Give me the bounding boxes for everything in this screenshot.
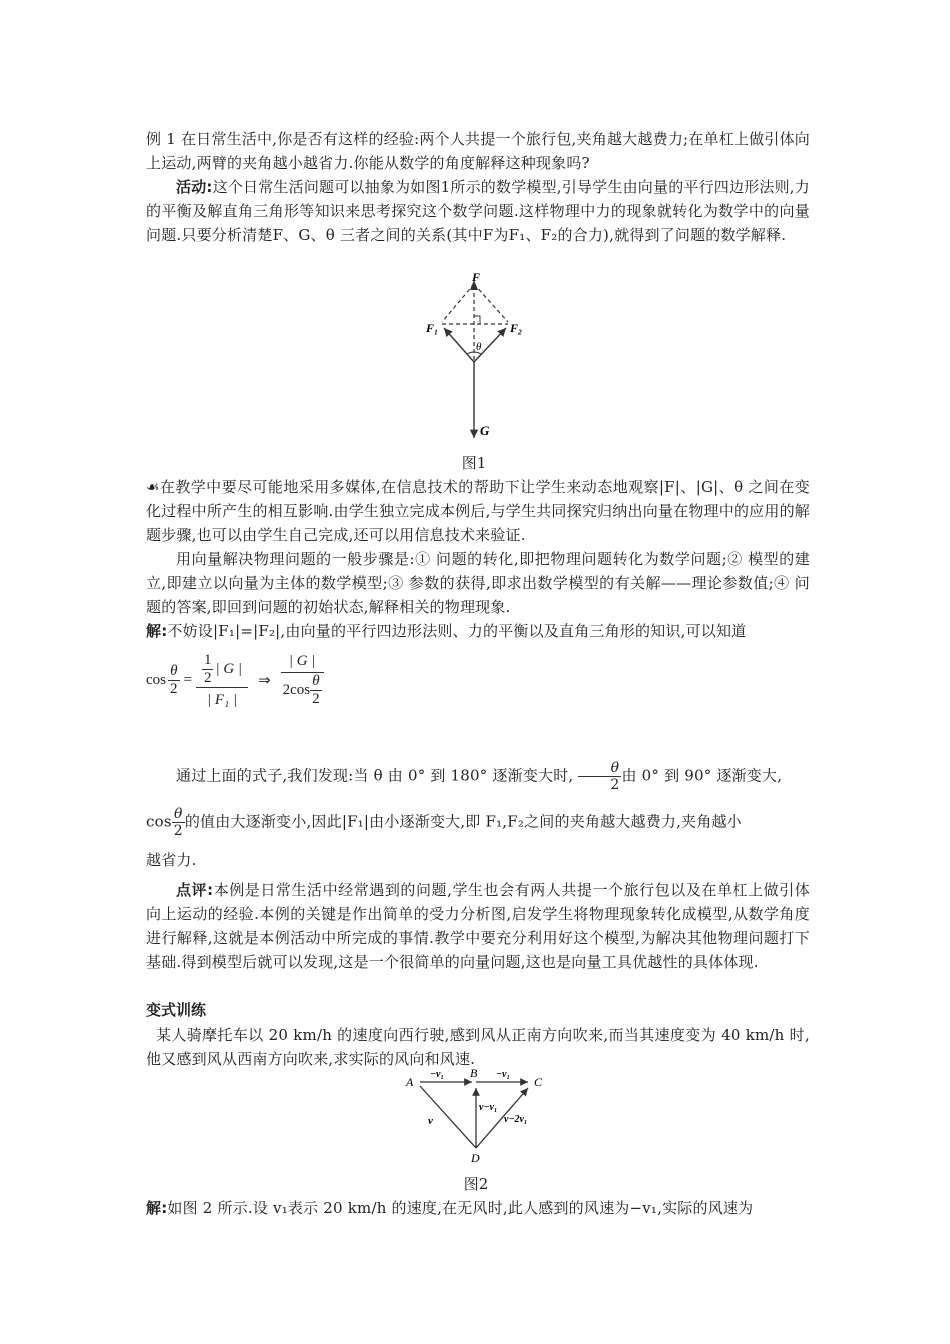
steps-paragraph [146,547,810,619]
label-neg-v1-left: −v₁ [430,1069,444,1080]
figure-1 [418,270,528,450]
discussion-line-1: 通过上面的式子,我们发现:当 θ 由 0° 到 180° 逐渐变大时, $\frac{\theta}{2}$ 由 0° 到 90° 逐渐变大, [176,760,783,793]
formula-half-theta: $\frac{\theta}{2}$ [170,663,178,697]
figure-2-caption: 图2 [463,1175,489,1193]
label-v-minus-v1: v−v₁ [479,1102,498,1113]
dashed-edge-left [442,284,474,322]
formula-implies: ⇒ [258,673,271,689]
solution-2-paragraph [146,1196,810,1220]
discussion-line-2: cos $\frac{\theta}{2}$ 的值由大逐渐变小,因此|F₁|由小逐渐变大,即 F₁,F₂之间的夹角越大越费力,夹角越小 [146,806,742,839]
label-a: A [406,1075,414,1089]
label-f1: F₁ [426,321,439,335]
formula-cos: cos [146,672,166,688]
label-f2: F₂ [510,321,523,335]
example-paragraph [146,127,810,175]
figure-1-caption: 图1 [461,454,487,472]
variant-text: 某人骑摩托车以 20 km/h 的速度向西行驶,感到风从正南方向吹来,而当其速度变为 40 km/h 时,他又感到风从西南方向吹来,求实际的风向和风速. [146,1026,810,1068]
activity-label: 活动: [176,178,213,196]
label-theta: θ [476,341,482,353]
formula: cos $\frac{\theta}{2}$ = $\frac{1}{2}$ | G | | F₁ | ⇒ | G | 2cos $\frac{\theta}{2}$ [146,652,324,709]
solution-2-label: 解: [146,1199,168,1217]
discussion-line-3: 越省力. [146,851,197,869]
comment-paragraph [146,878,810,974]
variant-heading: 变式训练 [146,1001,207,1019]
discussion-half-theta: $\frac{\theta}{2}$ [578,760,621,793]
label-g: G [480,423,490,438]
f1-vector [444,328,474,362]
activity-paragraph [146,175,810,247]
solution-1-label: 解: [146,622,168,640]
comment-text: 本例是日常生活中经常遇到的问题,学生也会有两人共提一个旅行包以及在单杠上做引体向上运动的经验.本例的关键是作出简单的受力分析图,启发学生将物理现象转化成模型,从数学角度进行解释,这就是本例活动中所完成的事情.教学中要充分利用好这个模型,为解决其他物理问题打下基础.得到模型后就可以发现,这是一个很简单的向量问题,这也是向量工具优越性的具体体现. [146,881,810,971]
formula-ratio: $\frac{1}{2}$ | G | | F₁ | [196,652,248,709]
label-v-minus-2v1: v−2v₁ [504,1114,528,1125]
label-neg-v1-right: −v₁ [496,1069,510,1080]
activity-text: 这个日常生活问题可以抽象为如图1所示的数学模型,引导学生由向量的平行四边形法则,力的平衡及解直角三角形等知识来思考探究这个数学问题.这样物理中力的现象就转化为数学中的向量问题.只要分析清楚F、G、θ 三者之间的关系(其中F为F₁、F₂的合力),就得到了问题的数学解释. [146,178,810,244]
label-v: v [428,1115,433,1127]
example-title: 例 1 [146,130,176,148]
note-paragraph [146,475,810,547]
formula-one-half: $\frac{1}{2}$ [203,652,212,686]
steps-text: 用向量解决物理问题的一般步骤是:① 问题的转化,即把物理问题转化为数学问题;② 模型的建立,即建立以向量为主体的数学模型;③ 参数的获得,即求出数学模型的有关解——理论参数值;④ 问题的答案,即回到问题的初始状态,解释相关的物理现象. [146,550,810,616]
figure-2 [400,1066,560,1164]
formula-result: | G | 2cos $\frac{\theta}{2}$ [281,653,324,708]
solution-1-paragraph [146,619,810,643]
note-icon: ☙ [146,478,160,496]
note-text: 在教学中要尽可能地采用多媒体,在信息技术的帮助下让学生来动态地观察|F|、|G|、θ 之间在变化过程中所产生的相互影响.由学生独立完成本例后,与学生共同探究归纳出向量在物理中的应用的解题步骤,也可以由学生自己完成,还可以用信息技术来验证. [146,478,810,544]
right-angle-mark [474,316,480,324]
comment-label: 点评: [176,881,214,899]
label-b: B [470,1066,478,1080]
example-text: 在日常生活中,你是否有这样的经验:两个人共提一个旅行包,夹角越大越费力;在单杠上做引体向上运动,两臂的夹角越小越省力.你能从数学的角度解释这种现象吗? [146,130,810,172]
solution-1-text: 不妨设|F₁|=|F₂|,由向量的平行四边形法则、力的平衡以及直角三角形的知识,可以知道 [167,622,747,640]
solution-2-text: 如图 2 所示.设 v₁表示 20 km/h 的速度,在无风时,此人感到的风速为−v₁,实际的风速为 [167,1199,754,1217]
label-f: F [472,270,481,284]
label-d: D [471,1151,480,1164]
label-c: C [534,1075,543,1089]
variant-paragraph [146,1023,810,1071]
